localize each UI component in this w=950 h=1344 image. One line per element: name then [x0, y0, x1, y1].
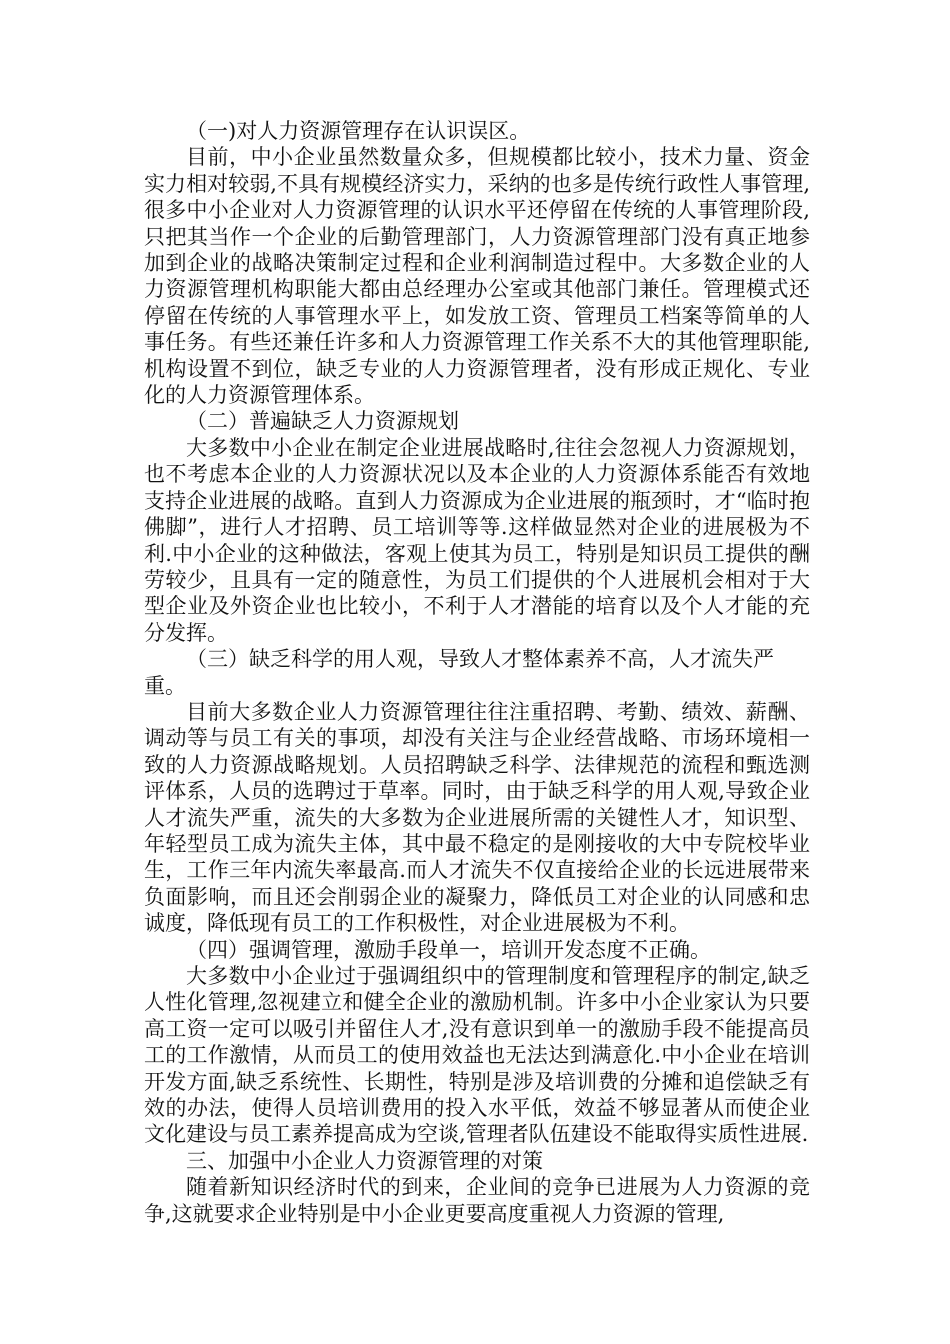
section-heading-1: （一)对人力资源管理存在认识误区。 — [186, 119, 531, 143]
paragraph-1: 目前，中小企业虽然数量众多，但规模都比较小，技术力量、资金实力相对较弱,不具有规模经济实力，采纳的也多是传统行政性人事管理,很多中小企业对人力资源管理的认识水平还停留在传统的人事管理阶段,只把其当作一个企业的后勤管理部门，人力资源管理部门没有真正地参加到企业的战略决策制定过程和企业利润制造过程中。大多数企业的人力资源管理机构职能大都由总经理办公室或其他部门兼任。管理模式还停留在传统的人事管理水平上，如发放工资、管理员工档案等简单的人事任务。有些还兼任许多和人力资源管理工作关系不大的其他管理职能,机构设置不到位，缺乏专业的人力资源管理者，没有形成正规化、专业化的人力资源管理体系。 — [144, 145, 810, 408]
document-page — [144, 118, 810, 1227]
paragraph-2: 大多数中小企业在制定企业进展战略时,往往会忽视人力资源规划，也不考虑本企业的人力资源状况以及本企业的人力资源体系能否有效地支持企业进展的战略。直到人力资源成为企业进展的瓶颈时，才“临时抱佛脚”，进行人才招聘、员工培训等等.这样做显然对企业的进展极为不利.中小企业的这种做法，客观上使其为员工，特别是知识员工提供的酬劳较少，且具有一定的随意性，为员工们提供的个人进展机会相对于大型企业及外资企业也比较小，不利于人才潜能的培育以及个人才能的充分发挥。 — [144, 435, 810, 645]
paragraph-5: 随着新知识经济时代的到来，企业间的竞争已进展为人力资源的竞争,这就要求企业特别是中小企业更要高度重视人力资源的管理, — [144, 1175, 810, 1226]
paragraph-3: 目前大多数企业人力资源管理往往注重招聘、考勤、绩效、薪酬、调动等与员工有关的事项，却没有关注与企业经营战略、市场环境相一致的人力资源战略规划。人员招聘缺乏科学、法律规范的流程和甄选测评体系，人员的选聘过于草率。同时，由于缺乏科学的用人观,导致企业人才流失严重，流失的大多数为企业进展所需的关键性人才，知识型、年轻型员工成为流失主体，其中最不稳定的是刚接收的大中专院校毕业生，工作三年内流失率最高.而人才流失不仅直接给企业的长远进展带来负面影响，而且还会削弱企业的凝聚力，降低员工对企业的认同感和忠诚度，降低现有员工的工作积极性，对企业进展极为不利。 — [144, 699, 810, 936]
section-heading-2: （二）普遍缺乏人力资源规划 — [186, 409, 459, 434]
section-heading-4: （四）强调管理，激励手段单一，培训开发态度不正确。 — [186, 937, 711, 962]
section-heading-5: 三、加强中小企业人力资源管理的对策 — [186, 1148, 543, 1173]
section-heading-3: （三）缺乏科学的用人观，导致人才整体素养不高，人才流失严重。 — [144, 647, 774, 698]
paragraph-4: 大多数中小企业过于强调组织中的管理制度和管理程序的制定,缺乏人性化管理,忽视建立和健全企业的激励机制。许多中小企业家认为只要高工资一定可以吸引并留住人才,没有意识到单一的激励手段不能提高员工的工作激情，从而员工的使用效益也无法达到满意化.中小企业在培训开发方面,缺乏系统性、长期性，特别是涉及培训费的分摊和追偿缺乏有效的办法，使得人员培训费用的投入水平低，效益不够显著从而使企业文化建设与员工素养提高成为空谈,管理者队伍建设不能取得实质性进展. — [144, 964, 810, 1147]
